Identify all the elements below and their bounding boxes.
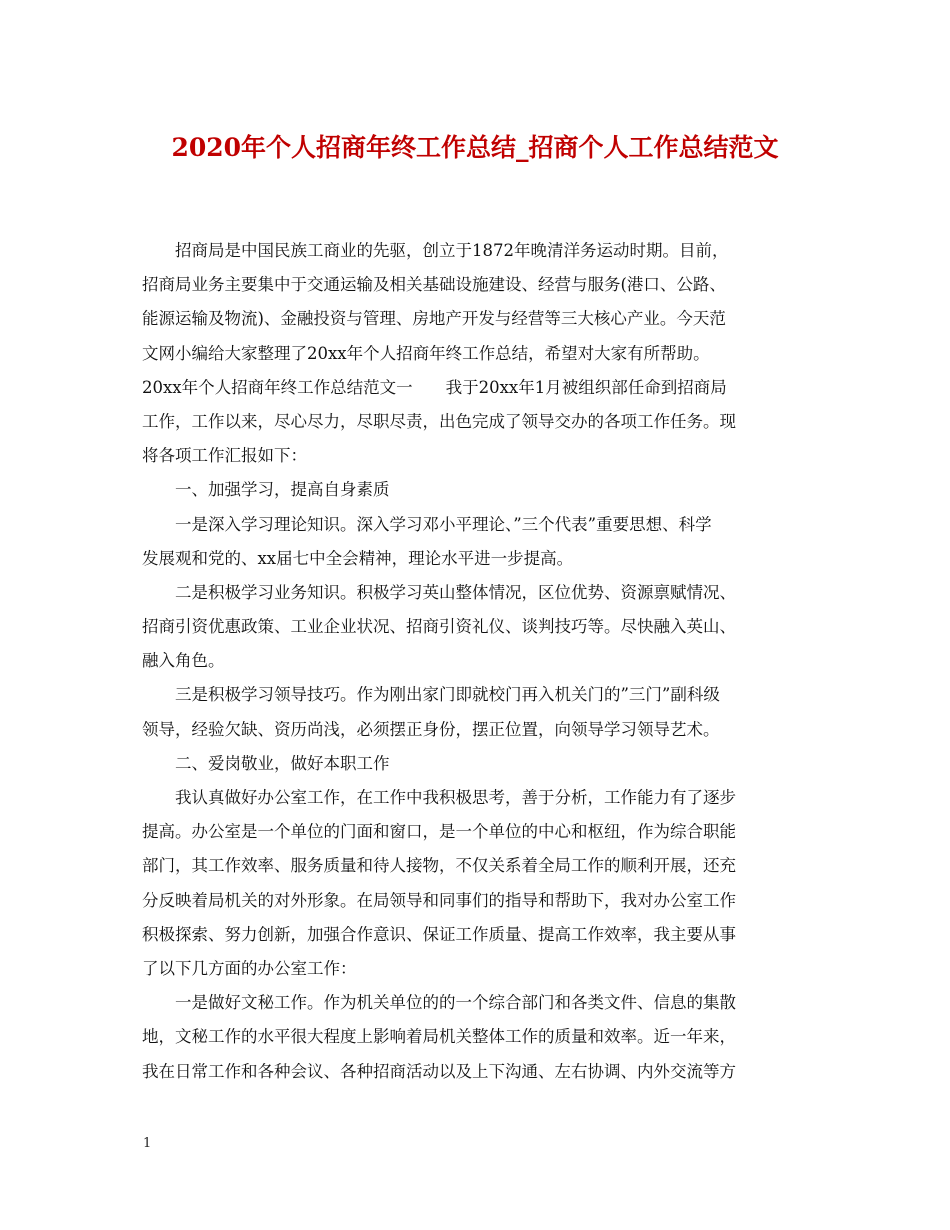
text-line: 招商局是中国民族工商业的先驱，创立于1872年晚清洋务运动时期。目前，: [175, 241, 729, 260]
text-line: 发展观和党的、xx届七中全会精神，理论水平进一步提高。: [142, 548, 574, 568]
text-line: 一、加强学习，提高自身素质: [175, 480, 390, 500]
text-line: 将各项工作汇报如下：: [142, 446, 307, 466]
page-number: 1: [143, 1136, 152, 1151]
document-body: [142, 234, 814, 1089]
text-line: 一是深入学习理论知识。深入学习邓小平理论、”三个代表”重要思想、科学: [175, 514, 712, 534]
text-line: 了以下几方面的办公室工作：: [142, 958, 357, 978]
text-line: 二、爱岗敬业，做好本职工作: [175, 753, 390, 773]
text-line: 招商引资优惠政策、工业企业状况、招商引资礼仪、谈判技巧等。尽快融入英山、: [142, 617, 736, 637]
text-line: 招商局业务主要集中于交通运输及相关基础设施建设、经营与服务(港口、公路、: [142, 275, 726, 295]
text-line: 文网小编给大家整理了20xx年个人招商年终工作总结，希望对大家有所帮助。: [142, 343, 710, 363]
text-line: 融入角色。: [142, 651, 225, 671]
text-line: 我在日常工作和各种会议、各种招商活动以及上下沟通、左右协调、内外交流等方: [142, 1061, 736, 1081]
text-line: 部门，其工作效率、服务质量和待人接物，不仅关系着全局工作的顺利开展，还充: [142, 856, 736, 876]
text-line: 积极探索、努力创新，加强合作意识、保证工作质量、提高工作效率，我主要从事: [142, 924, 736, 944]
text-line: 一是做好文秘工作。作为机关单位的的一个综合部门和各类文件、信息的集散: [175, 993, 736, 1013]
text-line: 地，文秘工作的水平很大程度上影响着局机关整体工作的质量和效率。近一年来，: [142, 1027, 736, 1047]
document-title: 2020年个人招商年终工作总结_招商个人工作总结范文: [171, 133, 779, 162]
text-line: 三是积极学习领导技巧。作为刚出家门即就校门再入机关门的”三门”副科级: [175, 685, 720, 705]
text-line: 我认真做好办公室工作，在工作中我积极思考，善于分析，工作能力有了逐步: [175, 788, 736, 807]
text-line: 20xx年个人招商年终工作总结范文一 我于20xx年1月被组织部任命到招商局: [142, 377, 727, 397]
text-line: 分反映着局机关的对外形象。在局领导和同事们的指导和帮助下，我对办公室工作: [142, 890, 736, 910]
text-line: 工作，工作以来，尽心尽力，尽职尽责，出色完成了领导交办的各项工作任务。现: [142, 411, 736, 431]
text-line: 能源运输及物流)、金融投资与管理、房地产开发与经营等三大核心产业。今天范: [142, 309, 726, 329]
text-line: 二是积极学习业务知识。积极学习英山整体情况，区位优势、资源禀赋情况、: [175, 582, 736, 602]
text-line: 提高。办公室是一个单位的门面和窗口，是一个单位的中心和枢纽，作为综合职能: [142, 822, 736, 842]
text-line: 领导，经验欠缺、资历尚浅，必须摆正身份，摆正位置，向领导学习领导艺术。: [142, 719, 720, 739]
